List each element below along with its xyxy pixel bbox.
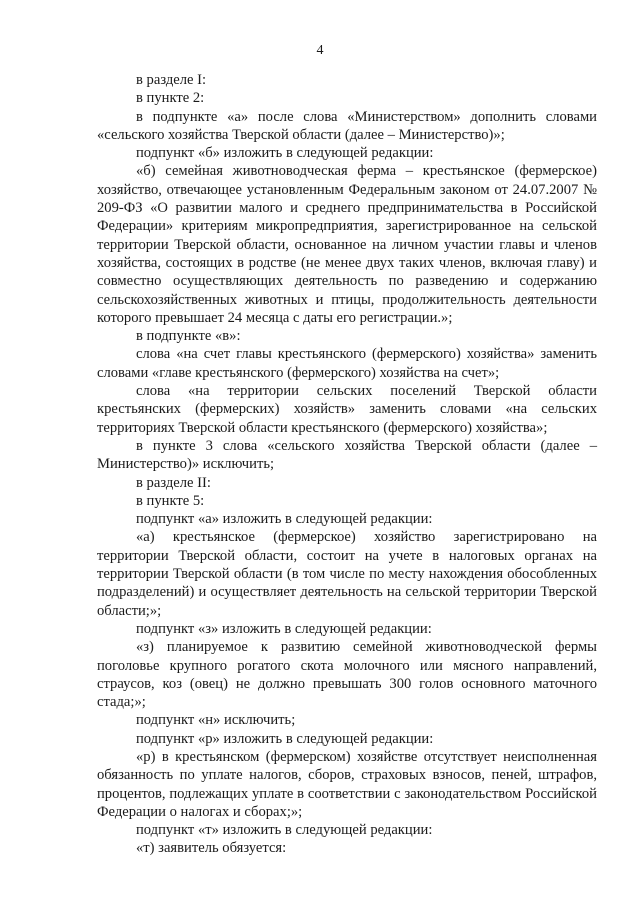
paragraph-section-1: в разделе I: xyxy=(136,72,207,88)
paragraph-replace-1: слова «на счет главы крестьянского (фермерского) хозяйства» заменить словами «главе крестьянского (фермерского) хозяйства на счет»; xyxy=(97,346,597,381)
document-body xyxy=(97,71,597,858)
paragraph-subpoint-a-text: «а) крестьянское (фермерское) хозяйство зарегистрировано на территории Тверской области, состоит на учете в налоговых органах на территории Тверской области (в том числе по месту нахождения обособленных подразделений) и осуществляет деятельность на сельской территории Тверской области;»; xyxy=(97,529,597,619)
paragraph-point-5: в пункте 5: xyxy=(136,492,205,509)
paragraph-subpoint-t-text: «т) заявитель обязуется: xyxy=(136,840,287,857)
paragraph-subpoint-b-text: «б) семейная животноводческая ферма – крестьянское (фермерское) хозяйство, отвечающее установленным Федеральным законом от 24.07.2007 № 209-ФЗ «О развитии малого и среднего предпринимательства в Российской Федерации» критериям микропредприятия, зарегистрированное на сельской территории Тверской области, основанное на личном участии главы и членов хозяйства, состоящих в родстве (не менее двух таких членов, включая главу) и совместно осуществляющих деятельность по разведению и содержанию сельскохозяйственных животных и птицы, продолжительность деятельности которого превышает 24 месяца с даты его регистрации.»; xyxy=(97,163,597,326)
paragraph-subpoint-v: в подпункте «в»: xyxy=(136,328,241,345)
paragraph-replace-2: слова «на территории сельских поселений Тверской области крестьянских (фермерских) хозяйств» заменить словами «на сельских территориях Тверской области крестьянского (фермерского) хозяйства»; xyxy=(97,383,597,436)
paragraph-subpoint-n-exclude: подпункт «н» исключить; xyxy=(136,712,296,729)
paragraph-section-2: в разделе II: xyxy=(136,474,211,491)
paragraph-subpoint-a-intro: подпункт «а» изложить в следующей редакции: xyxy=(136,511,433,528)
paragraph-subpoint-z-intro: подпункт «з» изложить в следующей редакции: xyxy=(136,620,432,637)
paragraph-subpoint-a-amend: в подпункте «а» после слова «Министерством» дополнить словами «сельского хозяйства Тверской области (далее – Министерство)»; xyxy=(97,108,597,143)
paragraph-point-2: в пункте 2: xyxy=(136,90,205,107)
paragraph-point-3: в пункте 3 слова «сельского хозяйства Тверской области (далее – Министерство)» исключить; xyxy=(97,437,597,473)
paragraph-subpoint-r-intro: подпункт «р» изложить в следующей редакции: xyxy=(136,730,434,747)
paragraph-subpoint-r-text: «р) в крестьянском (фермерском) хозяйстве отсутствует неисполненная обязанность по уплате налогов, сборов, страховых взносов, пеней, штрафов, процентов, подлежащих уплате в соответствии с законодательством Российской Федерации о налогах и сборах;»; xyxy=(97,748,597,820)
paragraph-subpoint-t-intro: подпункт «т» изложить в следующей редакции: xyxy=(136,822,433,839)
paragraph-subpoint-b-intro: подпункт «б» изложить в следующей редакции: xyxy=(136,145,434,162)
page-number: 4 xyxy=(316,43,324,58)
paragraph-subpoint-z-text: «з) планируемое к развитию семейной животноводческой фермы поголовье крупного рогатого скота молочного или мясного направлений, страусов, коз (овец) не должно превышать 300 голов основного маточного стада;»; xyxy=(97,639,597,711)
